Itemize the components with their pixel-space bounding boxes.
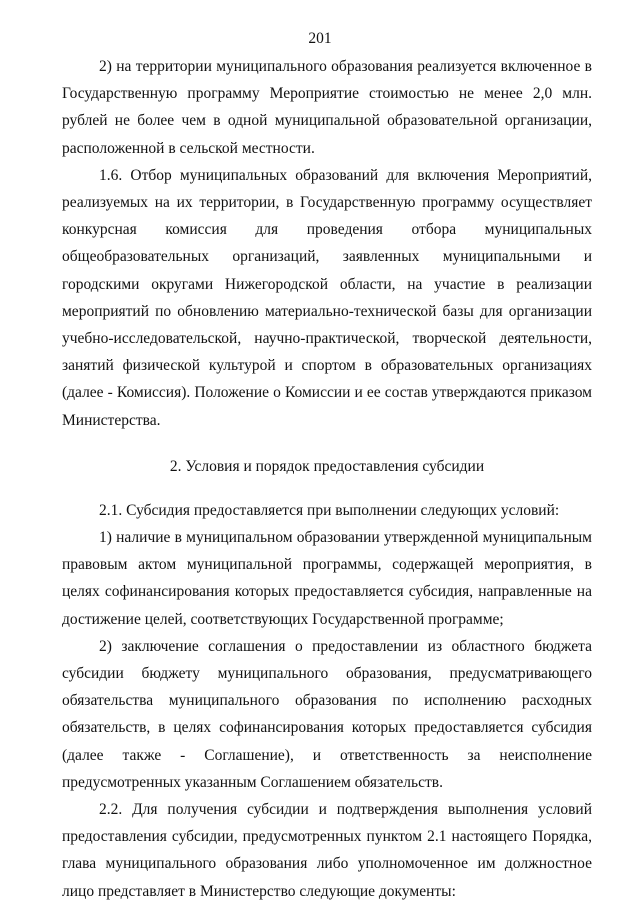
paragraph-1-6-selection-commission: 1.6. Отбор муниципальных образований для включения Мероприятий, реализуемых на их территории, в Государственную программу осуществляет конкурсная комиссия для проведения отбора муниципальных общеобразовательных организаций, заявленных муниципальными и городскими округами Нижегородской области, на участие в реализации мероприятий по обновлению материально-технической базы для организации учебно-исследовательской, научно-практической, творческой деятельности, занятий физической культурой и спортом в образовательных организациях (далее - Комиссия). Положение о Комиссии и ее состав утверждаются приказом Министерства. (62, 166, 592, 429)
paragraph-condition-1-municipal-program: 1) наличие в муниципальном образовании утвержденной муниципальным правовым актом муниципальной программы, содержащей мероприятия, в целях софинансирования которых предоставляется субсидия, направленные на достижение целей, соответствующих Государственной программе; (62, 529, 592, 628)
document-body (62, 53, 592, 905)
paragraph-condition-2-agreement: 2) заключение соглашения о предоставлении из областного бюджета субсидии бюджету муниципального образования, предусматривающего обязательства муниципального образования по исполнению расходных обязательств, в целях софинансирования которых предоставляется субсидия (далее также - Соглашение), и ответственность за неисполнение предусмотренных указанным Соглашением обязательств. (62, 637, 592, 791)
paragraph-rural-location-condition: 2) на территории муниципального образования реализуется включенное в Государственную программу Мероприятие стоимостью не менее 2,0 млн. рублей не более чем в одной муниципальной образовательной организации, расположенной в сельской местности. (62, 58, 592, 157)
paragraph-2-1-conditions-intro: 2.1. Субсидия предоставляется при выполнении следующих условий: (99, 501, 560, 519)
section-heading-subsidy-conditions: 2. Условия и порядок предоставления субсидии (169, 457, 485, 475)
page-number: 201 (308, 30, 332, 47)
paragraph-2-2-documents: 2.2. Для получения субсидии и подтверждения выполнения условий предоставления субсидии, предусмотренных пунктом 2.1 настоящего Порядка, глава муниципального образования либо уполномоченное им должностное лицо представляет в Министерство следующие документы: (62, 801, 592, 900)
